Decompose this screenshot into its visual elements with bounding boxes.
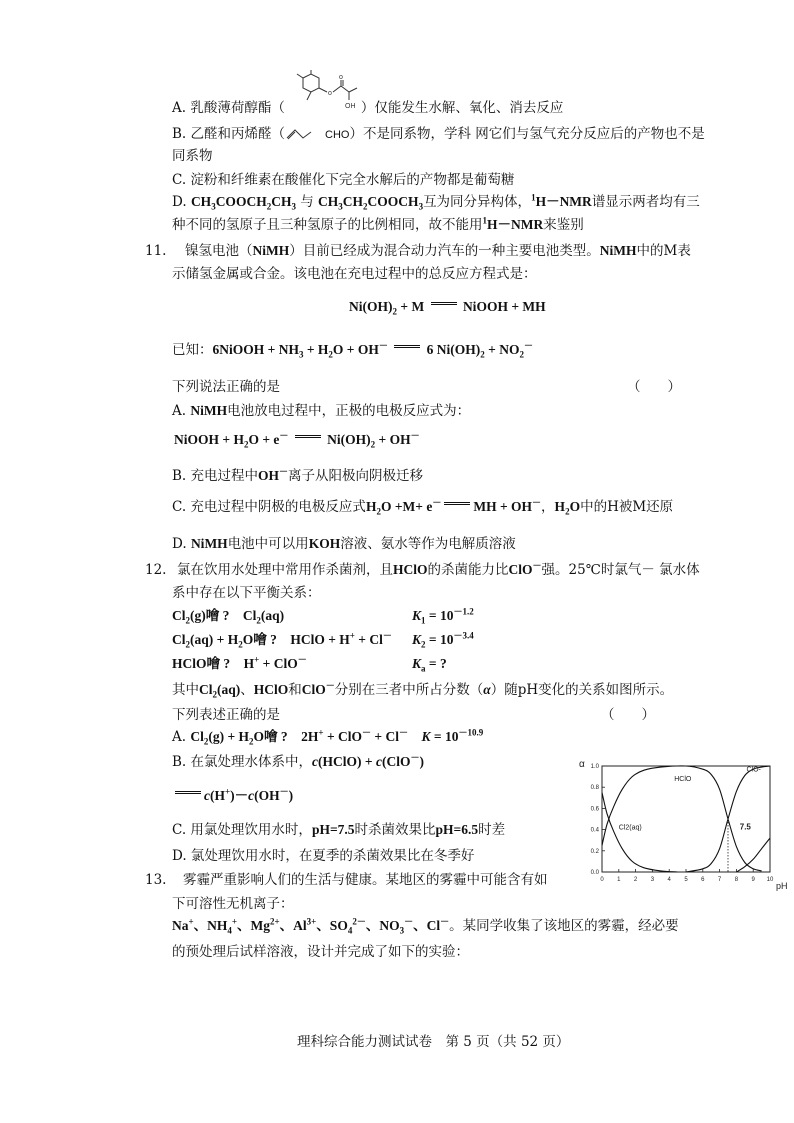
q11-stem-line1: 镍氢电池（NiMH）目前已经成为混合动力汽车的一种主要电池类型。NiMH中的M表 — [185, 243, 691, 259]
q11-total-equation: $Ni(OH)_2 + M$ NiOOH + MH — [349, 299, 546, 317]
q12-eq3: HClO噲 ? H+ + ClO－ — [172, 654, 307, 671]
q11-option-b: B. 充电过程中OH－离子从阳极向阴极迁移 — [172, 466, 424, 484]
page-footer: 理科综合能力测试试卷 第 5 页（共 52 页） — [297, 1034, 570, 1050]
svg-text:o: o — [328, 90, 332, 97]
x-tick-label: 0 — [600, 877, 604, 883]
x-axis-label: pH — [776, 881, 788, 891]
q12-number: 12. — [145, 562, 167, 578]
q12-option-d: D. 氯处理饮用水时，在夏季的杀菌效果比在冬季好 — [172, 848, 475, 864]
q12-answer-bracket: （ ） — [601, 707, 655, 723]
alpha-ph-chart — [574, 752, 794, 898]
q13-number: 13. — [145, 872, 167, 888]
q10-option-b: B. 乙醛和丙烯醛（ CHO）不是同系物，学科 网它们与氢气充分反应后的产物也不是 — [172, 126, 705, 142]
x-tick-label: 9 — [751, 877, 755, 883]
q11-stem-line2: 示储氢金属或合金。该电池在充电过程中的总反应方程式是： — [172, 266, 537, 282]
series-line-0 — [602, 793, 678, 873]
q11-answer-bracket: （ ） — [627, 379, 681, 395]
x-tick-label: 1 — [617, 877, 621, 883]
q10-option-b-cont: 同系物 — [172, 148, 213, 164]
y-tick-label: 0.2 — [590, 848, 599, 855]
q13-stem-line4: 的预处理后试样溶液，设计并完成了如下的实验： — [172, 944, 469, 960]
q10-option-d-line1: D. $CH_3COOCH_2CH_3$ 与 $CH_3CH_2COOCH_3$互为同分异构体，$^1$H－NMR谱显示两者均有三 — [172, 192, 700, 212]
series-label-1: HClO — [674, 775, 692, 783]
x-tick-label: 10 — [766, 877, 774, 883]
q12-k1: $K_1 = 10^{-1.2}$ — [412, 606, 474, 626]
extra-curve — [736, 838, 770, 872]
q12-stem-line2: 系中存在以下平衡关系： — [172, 585, 321, 601]
y-tick-label: 0.8 — [590, 785, 599, 792]
svg-text:o: o — [339, 74, 343, 81]
q13-stem-line1: 雾霾严重影响人们的生活与健康。某地区的雾霾中可能含有如 — [183, 872, 548, 888]
q12-ka: $K_a$ = ? — [412, 656, 447, 674]
q11-question: 下列说法正确的是 — [172, 379, 280, 395]
y-tick-label: 0.4 — [590, 827, 599, 834]
q12-option-c: C. 用氯处理饮用水时，pH=7.5时杀菌效果比pH=6.5时差 — [172, 822, 506, 838]
q11-option-d: D. NiMH电池中可以用KOH溶液、氨水等作为电解质溶液 — [172, 536, 516, 552]
y-tick-label: 0.0 — [590, 870, 599, 876]
series-label-2: ClO- — [746, 766, 761, 774]
x-tick-label: 4 — [667, 877, 671, 883]
q10-option-a: A. 乳酸薄荷醇酯（ ）仅能发生水解、氧化、消去反应 — [172, 100, 564, 116]
q12-option-b: B. 在氯处理水体系中，c(HClO) + c(ClO－) — [172, 752, 424, 770]
x-tick-label: 7 — [717, 877, 722, 883]
q13-stem-line2: 下可溶性无机离子： — [172, 896, 294, 912]
x-tick-label: 3 — [650, 877, 655, 883]
y-tick-label: 0.6 — [590, 806, 599, 813]
q12-eq1: $Cl_2(g)$噲 ? $Cl_2(aq)$ — [172, 608, 285, 626]
x-tick-label: 8 — [734, 877, 739, 883]
x-tick-label: 2 — [633, 877, 638, 883]
q12-option-b-cont: c(H+)－c(OH－) — [172, 786, 293, 806]
q12-eq2: $Cl_2(aq) + H_2O$噲 ? HClO + H+ + Cl－ — [172, 630, 392, 650]
q11-known-equation: 已知：6NiOOH + $NH_3 + H_2O + OH^-$ 6 $Ni(OH)_2 + NO_2^-$ — [172, 340, 533, 360]
q11-option-a: A. NiMH电池放电过程中，正极的电极反应式为： — [172, 403, 471, 419]
y-axis-label: α — [579, 759, 585, 770]
q11-option-c: C. 充电过程中阴极的电极反应式$H_2O +M+ e^-$ MH + OH－，$H_2O$中的H被M还原 — [172, 497, 674, 517]
oh-label: OH — [345, 103, 356, 110]
q12-question: 下列表述正确的是 — [172, 707, 280, 723]
x-tick-label: 5 — [684, 877, 688, 883]
y-tick-label: 1.0 — [590, 764, 599, 770]
q11-number: 11. — [145, 243, 167, 259]
q12-option-a: A. $Cl_2(g) + H_2O$噲 ? 2H+ + ClO－ + Cl－ $K = 10^{-10.9}$ — [172, 727, 484, 747]
menthyl-lactate-structure — [285, 70, 365, 112]
annotation-7-5: 7.5 — [739, 822, 751, 832]
acrolein-structure — [285, 126, 325, 140]
alpha-ph-chart-svg — [574, 752, 794, 898]
x-tick-label: 6 — [701, 877, 705, 883]
series-label-0: Cl2(aq) — [618, 824, 642, 832]
q12-stem-line1: 氯在饮用水处理中常用作杀菌剂，且HClO的杀菌能力比ClO－强。25℃时氯气－ 氯水体 — [177, 560, 700, 578]
q10-option-c: C. 淀粉和纤维素在酸催化下完全水解后的产物都是葡萄糖 — [172, 172, 515, 188]
q13-ions-line: Na+、$NH_4^+$、$Mg^{2+}$、$Al^{3+}$、$SO_4^{2-}$、$NO_3^-$、Cl－。某同学收集了该地区的雾霾，经必要 — [172, 916, 679, 936]
q11-option-a-equation: NiOOH + $H_2O + e^-$ $Ni(OH)_2 + OH^-$ — [174, 430, 420, 450]
q10-option-d-line2: 种不同的氢原子且三种氢原子的比例相同，故不能用$^1$H－NMR来鉴别 — [172, 215, 584, 233]
q12-k2: $K_2 = 10^{-3.4}$ — [412, 630, 474, 650]
q12-stem-line3: 其中$Cl_2(aq)$、HClO和ClO－分别在三者中所占分数（α）随pH变化的关系如图所示。 — [172, 680, 674, 700]
